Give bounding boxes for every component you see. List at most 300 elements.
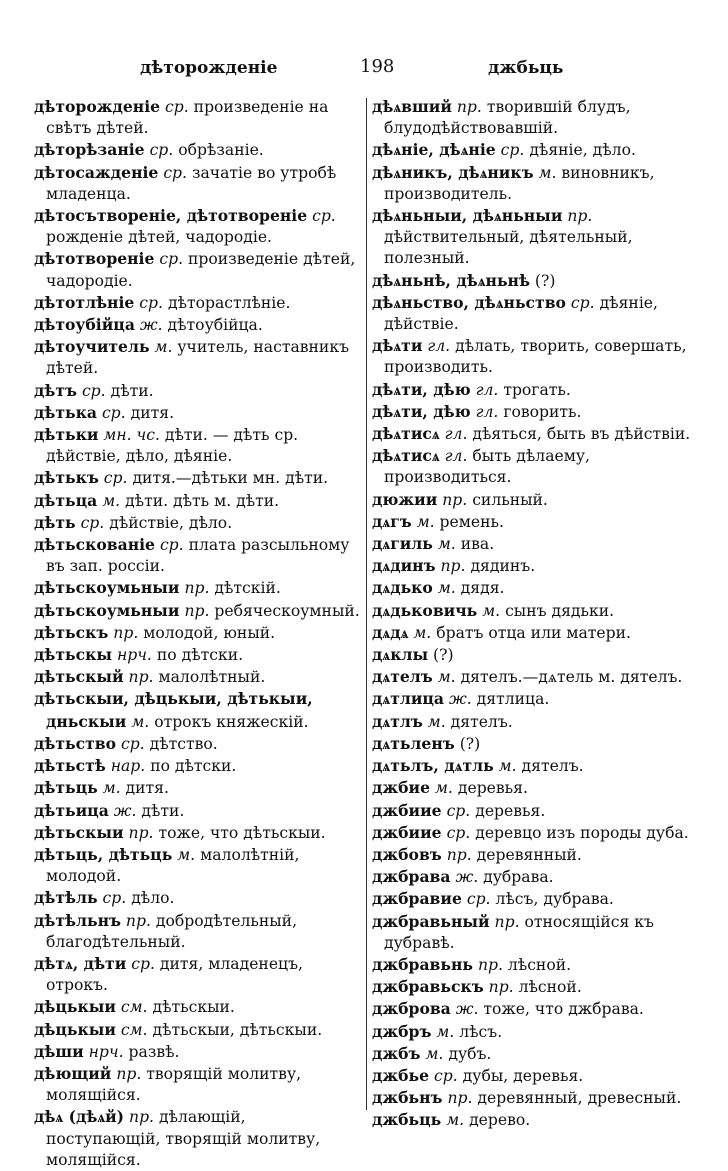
- dictionary-entry: [34, 512, 362, 534]
- dictionary-entry: [34, 577, 362, 599]
- entry-headword: джбиие: [372, 822, 442, 842]
- dictionary-entry: [372, 688, 700, 710]
- entry-definition: творившій блудъ, блудодѣйствовавшій.: [384, 98, 631, 138]
- entry-headword: дѣтьки: [34, 425, 99, 445]
- entry-headword: джбъ: [372, 1043, 421, 1063]
- entry-grammar: пр.: [113, 623, 139, 642]
- entry-definition: дитя.—дѣтьки мн. дѣти.: [132, 469, 329, 488]
- entry-definition: дѣтьскыи.: [152, 998, 235, 1017]
- entry-headword: джбьць: [372, 1110, 442, 1130]
- entry-headword: дѣтосътвореніе, дѣтотвореніе: [34, 206, 308, 226]
- entry-headword: дѧдѧ: [372, 622, 409, 642]
- entry-definition: относящійся къ дубравѣ.: [384, 912, 654, 952]
- entry-headword: дѣтѧ, дѣти: [34, 953, 127, 973]
- entry-definition: сынъ дядьки.: [505, 601, 615, 620]
- dictionary-entry: [372, 600, 700, 622]
- entry-headword: дѣтъ: [34, 380, 77, 400]
- entry-definition: произведеніе на свѣтъ дѣтей.: [46, 98, 329, 138]
- entry-headword: дѣтьстѣ: [34, 756, 106, 776]
- entry-headword: джбиие: [372, 800, 442, 820]
- entry-grammar: нрч.: [88, 1042, 124, 1061]
- dictionary-entry: [34, 402, 362, 424]
- dictionary-entry: [372, 533, 700, 555]
- dictionary-entry: [34, 205, 362, 248]
- entry-definition: дѣти.: [141, 801, 185, 820]
- entry-definition: ребяческоумный.: [214, 601, 360, 620]
- entry-grammar: м.: [436, 1022, 455, 1041]
- entry-definition: по дѣтски.: [150, 757, 237, 776]
- entry-definition: развѣ.: [128, 1042, 180, 1061]
- entry-headword: джбравьскъ: [372, 977, 484, 997]
- entry-grammar: гл.: [444, 447, 468, 466]
- dictionary-entry: [372, 800, 700, 822]
- entry-grammar: ж.: [113, 801, 137, 820]
- entry-grammar: м.: [131, 712, 150, 731]
- entry-headword: дѣтьица: [34, 800, 109, 820]
- entry-definition: по дѣтски.: [156, 646, 244, 665]
- entry-headword: джбръ: [372, 1021, 432, 1041]
- dictionary-entry: [34, 822, 362, 844]
- entry-definition: быть дѣлаему, производиться.: [384, 447, 590, 487]
- entry-definition: дятелъ.: [521, 757, 584, 776]
- dictionary-entry: [34, 292, 362, 314]
- dictionary-entry: [372, 577, 700, 599]
- entry-grammar: м.: [413, 623, 432, 642]
- entry-headword: дѣтьскъ: [34, 622, 109, 642]
- entry-grammar: ж.: [455, 1000, 479, 1019]
- entry-definition: произведеніе дѣтей, чадородіе.: [46, 250, 356, 290]
- dictionary-entry: [34, 424, 362, 467]
- dictionary-entry: [34, 96, 362, 139]
- entry-headword: дѧклы: [372, 645, 429, 665]
- entry-definition: плата разсыльному въ зап. россіи.: [46, 536, 350, 576]
- entry-grammar: ср.: [165, 98, 189, 116]
- dictionary-entry: [34, 139, 362, 161]
- entry-definition: дятелъ.: [450, 712, 513, 731]
- entry-definition: дубъ.: [448, 1044, 492, 1063]
- dictionary-entry: [372, 423, 700, 445]
- entry-definition: дѣлать, творить, совершать, производить.: [384, 337, 687, 377]
- entry-definition: обрѣзаніе.: [178, 141, 264, 160]
- entry-definition: дѣлающій, поступающій, творящій молитву, молящійся.: [46, 1108, 321, 1169]
- entry-headword: дѧдьковичь: [372, 600, 478, 620]
- dictionary-entry: [372, 822, 700, 844]
- entry-headword: дѧгиль: [372, 534, 433, 554]
- dictionary-entry: [34, 777, 362, 799]
- dictionary-entry: [372, 866, 700, 888]
- dictionary-entry: [372, 844, 700, 866]
- entry-grammar: м.: [437, 535, 456, 554]
- dictionary-entry: [34, 622, 362, 644]
- entry-headword: джбье: [372, 1065, 430, 1085]
- entry-headword: дѣть: [34, 512, 76, 532]
- entry-definition: говорить.: [503, 402, 582, 421]
- entry-definition: лѣсъ.: [459, 1022, 503, 1041]
- dictionary-entry: [372, 1109, 700, 1131]
- dictionary-entry: [372, 292, 700, 335]
- entry-definition: дѣло.: [131, 889, 175, 908]
- entry-grammar: пр.: [442, 490, 468, 509]
- entry-definition: ремень.: [439, 512, 504, 531]
- dictionary-entry: [372, 139, 700, 161]
- dictionary-entry: [34, 1063, 362, 1106]
- entry-definition: дядя.: [460, 579, 505, 598]
- dictionary-entry: [372, 711, 700, 733]
- dictionary-entry: [372, 489, 700, 511]
- entry-definition: сильный.: [472, 490, 548, 509]
- entry-headword: дѣторожденіе: [34, 97, 161, 116]
- entry-grammar: м.: [482, 601, 501, 620]
- dictionary-entry: [372, 1087, 700, 1109]
- entry-grammar: м.: [102, 779, 121, 798]
- entry-definition: дитя.: [125, 779, 169, 798]
- entry-headword: дѣтьць, дѣтьць: [34, 844, 173, 864]
- dictionary-entry: [372, 976, 700, 998]
- dictionary-entry: [372, 401, 700, 423]
- dictionary-entry: [372, 644, 700, 666]
- dictionary-entry: [34, 467, 362, 489]
- entry-headword: джбие: [372, 778, 431, 798]
- entry-definition: дерево.: [469, 1111, 531, 1130]
- entry-definition: деревянный, древесный.: [477, 1089, 682, 1108]
- entry-headword: дѧдинъ: [372, 556, 436, 576]
- entry-definition: ива.: [460, 535, 495, 554]
- dictionary-entry: [34, 953, 362, 996]
- entry-headword: дѣтѣль: [34, 888, 98, 908]
- entry-grammar: м.: [437, 579, 456, 598]
- entry-definition: дѣяться, быть въ дѣйствіи.: [472, 425, 691, 444]
- entry-grammar: ср.: [80, 513, 105, 532]
- entry-headword: джбрава: [372, 867, 451, 887]
- dictionary-entry: [372, 888, 700, 910]
- entry-headword: дѣтьскыи: [34, 822, 124, 842]
- entry-headword: джброва: [372, 999, 451, 1019]
- entry-grammar: пр.: [116, 1064, 142, 1083]
- running-head-left: дѣторожденіе: [140, 58, 278, 78]
- entry-definition: дѣйствительный, дѣятельный, полезный.: [384, 228, 633, 268]
- entry-grammar: м.: [416, 512, 435, 531]
- entry-grammar: ср.: [103, 469, 128, 488]
- entry-definition: дубы, деревья.: [462, 1066, 584, 1085]
- entry-grammar: м.: [177, 845, 196, 864]
- entry-definition: деревцо изъ породы дуба.: [475, 823, 689, 842]
- dictionary-entry: [372, 1065, 700, 1087]
- entry-headword: дѣтьство: [34, 733, 116, 753]
- dictionary-entry: [34, 314, 362, 336]
- entry-grammar: пр.: [184, 601, 210, 620]
- dictionary-entry: [34, 380, 362, 402]
- entry-definition: дитя.: [130, 403, 175, 422]
- entry-definition: дѣяніе, дѣло.: [529, 141, 636, 160]
- entry-grammar: пр.: [488, 978, 514, 997]
- entry-definition: добродѣтельный, благодѣтельный.: [46, 911, 298, 951]
- entry-definition: дѣти. дѣть м. дѣти.: [125, 491, 280, 510]
- entry-headword: джбравьный: [372, 911, 490, 931]
- entry-grammar: пр.: [125, 911, 151, 930]
- entry-definition: тоже, что джбрава.: [483, 1000, 644, 1019]
- left-column: [34, 96, 362, 1171]
- entry-grammar: ср.: [466, 890, 491, 909]
- entry-grammar: ср.: [159, 250, 184, 269]
- entry-definition: молодой, юный.: [143, 623, 276, 642]
- entry-grammar: пр.: [128, 668, 154, 687]
- entry-headword: дѣтѣльнъ: [34, 910, 121, 930]
- entry-grammar: нар.: [110, 757, 146, 776]
- entry-definition: тоже, что дѣтьскыи.: [158, 823, 326, 842]
- entry-grammar: ср.: [446, 801, 471, 820]
- entry-headword: дѧтлъ: [372, 711, 423, 731]
- dictionary-entry: [372, 755, 700, 777]
- entry-grammar: м.: [538, 163, 557, 182]
- dictionary-entry: [372, 96, 700, 139]
- entry-grammar: ср.: [120, 734, 145, 753]
- entry-headword: дѣѧтисѧ: [372, 424, 440, 444]
- dictionary-entry: [372, 205, 700, 270]
- entry-definition: (?): [534, 271, 556, 290]
- entry-headword: дѣтьскоумьныи: [34, 600, 180, 620]
- entry-headword: дѣтотлѣніе: [34, 292, 135, 312]
- entry-headword: дѣѧніе, дѣѧніе: [372, 140, 496, 160]
- entry-headword: дѣши: [34, 1041, 84, 1061]
- entry-definition: дѣтство.: [149, 734, 218, 753]
- entry-headword: дѣѧтисѧ: [372, 446, 440, 466]
- entry-grammar: см.: [120, 998, 148, 1017]
- entry-grammar: пр.: [494, 912, 520, 931]
- entry-definition: братъ отца или матери.: [436, 623, 631, 642]
- entry-headword: джбравьнь: [372, 954, 473, 974]
- dictionary-entry: [372, 733, 700, 755]
- entry-grammar: ж.: [455, 868, 479, 887]
- entry-grammar: ср.: [434, 1066, 458, 1085]
- dictionary-entry: [34, 887, 362, 909]
- entry-headword: дѧтлица: [372, 689, 445, 709]
- dictionary-entry: [372, 511, 700, 533]
- entry-definition: дятелъ.—дѧтель м. дятелъ.: [460, 668, 683, 687]
- dictionary-entry: [34, 600, 362, 622]
- entry-headword: дѣтьскый: [34, 667, 124, 687]
- dictionary-entry: [372, 777, 700, 799]
- entry-grammar: м.: [435, 779, 453, 798]
- dictionary-entry: [372, 162, 700, 205]
- column-divider: [366, 98, 367, 1110]
- entry-headword: дѣтотвореніе: [34, 249, 155, 269]
- dictionary-entry: [372, 954, 700, 976]
- entry-headword: дѣтоучитель: [34, 337, 150, 357]
- entry-definition: дѣяніе, дѣйствіе.: [384, 293, 658, 334]
- entry-grammar: гл.: [427, 337, 451, 356]
- entry-headword: дѣѧ (дѣѧй): [34, 1107, 125, 1127]
- entry-definition: (?): [459, 734, 481, 753]
- entry-definition: лѣсной.: [507, 955, 572, 974]
- entry-grammar: ср.: [159, 536, 184, 555]
- entry-definition: дѣти.: [110, 381, 154, 400]
- dictionary-entry: [34, 248, 362, 291]
- dictionary-entry: [372, 1043, 700, 1065]
- dictionary-entry: [34, 910, 362, 953]
- entry-definition: отрокъ княжескій.: [154, 712, 309, 731]
- entry-grammar: пр.: [446, 845, 472, 864]
- entry-grammar: ж.: [449, 690, 472, 709]
- entry-headword: дѣтьць: [34, 778, 98, 798]
- entry-definition: лѣсной.: [518, 978, 582, 997]
- entry-headword: дѣцькыи: [34, 997, 116, 1017]
- page-number: 198: [360, 56, 395, 77]
- entry-definition: малолѣтный.: [158, 668, 266, 687]
- entry-grammar: гл.: [444, 425, 468, 444]
- entry-headword: дѧдько: [372, 578, 433, 598]
- entry-headword: дѣѧти, дѣю: [372, 401, 471, 421]
- dictionary-entry: [34, 1106, 362, 1171]
- entry-headword: дѣтьскыи, дѣцькыи, дѣтькыи, дньскыи: [34, 689, 313, 731]
- entry-definition: дѣтьскыи, дѣтьскыи.: [152, 1020, 323, 1039]
- page-header: [0, 52, 728, 82]
- entry-headword: дѧтелъ: [372, 667, 433, 687]
- entry-grammar: гл.: [475, 380, 499, 399]
- entry-headword: дѣторѣзаніе: [34, 140, 145, 160]
- dictionary-entry: [34, 534, 362, 577]
- entry-definition: дѣторастлѣніе.: [167, 293, 291, 312]
- entry-definition: дѣтоубійца.: [167, 316, 263, 335]
- dictionary-entry: [372, 998, 700, 1020]
- entry-headword: дѧгъ: [372, 511, 412, 531]
- entry-headword: дѧтьленъ: [372, 733, 455, 753]
- dictionary-entry: [34, 996, 362, 1018]
- entry-grammar: м.: [102, 491, 121, 510]
- entry-grammar: ср.: [163, 163, 187, 182]
- dictionary-entry: [34, 666, 362, 688]
- entry-grammar: м.: [437, 668, 456, 687]
- entry-grammar: ср.: [149, 141, 174, 160]
- dictionary-entry: [372, 666, 700, 688]
- right-column: [372, 96, 700, 1132]
- dictionary-entry: [34, 688, 362, 732]
- entry-headword: дѣѧникъ, дѣѧникъ: [372, 162, 534, 182]
- dictionary-entry: [372, 622, 700, 644]
- entry-headword: дѣтьскованіе: [34, 535, 155, 555]
- entry-headword: дѣтьскоумьныи: [34, 578, 180, 598]
- entry-headword: дѣтька: [34, 402, 97, 422]
- dictionary-entry: [34, 1019, 362, 1041]
- entry-definition: лѣсъ, дубрава.: [495, 890, 614, 909]
- dictionary-entry: [372, 445, 700, 488]
- entry-grammar: пр.: [477, 955, 503, 974]
- entry-headword: дѣтоубійца: [34, 315, 135, 335]
- entry-definition: (?): [433, 646, 454, 665]
- dictionary-entry: [372, 335, 700, 378]
- entry-headword: дѣѧньнѣ, дѣѧньнѣ: [372, 270, 530, 290]
- entry-headword: дюжии: [372, 489, 438, 509]
- entry-headword: дѧтьлъ, дѧтль: [372, 756, 494, 776]
- entry-grammar: ср.: [500, 141, 525, 160]
- dictionary-entry: [34, 800, 362, 822]
- entry-definition: дитя, младенецъ, отрокъ.: [46, 954, 303, 995]
- entry-grammar: ср.: [139, 293, 163, 312]
- entry-grammar: пр.: [184, 579, 210, 598]
- entry-grammar: м.: [427, 712, 446, 731]
- entry-headword: дѣтькъ: [34, 468, 99, 488]
- entry-grammar: мн. чс.: [103, 426, 160, 445]
- entry-definition: виновникъ, производитель.: [384, 163, 655, 203]
- dictionary-entry: [34, 1041, 362, 1063]
- entry-headword: джбьнъ: [372, 1088, 443, 1108]
- entry-grammar: ср.: [81, 381, 106, 400]
- entry-definition: малолѣтній, молодой.: [46, 845, 300, 886]
- entry-grammar: пр.: [129, 1108, 155, 1127]
- entry-definition: трогать.: [503, 380, 571, 399]
- entry-headword: дѣцькыи: [34, 1019, 116, 1039]
- entry-definition: творящій молитву, молящійся.: [46, 1064, 302, 1105]
- entry-grammar: ср.: [131, 954, 155, 973]
- entry-headword: дѣющий: [34, 1063, 112, 1083]
- entry-grammar: ср.: [102, 889, 127, 908]
- entry-headword: дѣтьскы: [34, 645, 112, 665]
- entry-grammar: пр.: [440, 557, 466, 576]
- entry-grammar: ср.: [312, 207, 336, 226]
- entry-grammar: м.: [425, 1044, 444, 1063]
- dictionary-entry: [372, 911, 700, 954]
- dictionary-entry: [372, 555, 700, 577]
- entry-grammar: ср.: [570, 293, 595, 312]
- entry-grammar: м.: [154, 338, 173, 357]
- dictionary-entry: [34, 844, 362, 887]
- entry-headword: дѣѧти, дѣю: [372, 379, 471, 399]
- entry-definition: зачатіе во утробѣ младенца.: [46, 163, 337, 203]
- dictionary-entry: [34, 490, 362, 512]
- entry-definition: учитель, наставникъ дѣтей.: [46, 338, 349, 378]
- entry-definition: дубрава.: [483, 868, 554, 887]
- entry-grammar: ср.: [446, 823, 471, 842]
- entry-grammar: м.: [498, 757, 517, 776]
- entry-definition: дятлица.: [476, 690, 550, 709]
- entry-definition: дядинъ.: [470, 557, 536, 576]
- entry-grammar: ср.: [101, 403, 126, 422]
- entry-definition: деревья.: [475, 801, 546, 820]
- entry-grammar: пр.: [447, 1089, 473, 1108]
- dictionary-entry: [372, 270, 700, 292]
- dictionary-entry: [34, 755, 362, 777]
- dictionary-entry: [34, 644, 362, 666]
- dictionary-entry: [372, 1021, 700, 1043]
- entry-headword: дѣѧньныи, дѣѧньныи: [372, 206, 563, 226]
- entry-definition: рожденіе дѣтей, чадородіе.: [46, 228, 273, 247]
- entry-definition: дѣти. — дѣть ср. дѣйствіе, дѣло, дѣяніе.: [46, 426, 299, 466]
- entry-grammar: нрч.: [116, 646, 152, 665]
- entry-grammar: пр.: [567, 207, 593, 226]
- entry-headword: джбовъ: [372, 844, 442, 864]
- running-head-right: джбьць: [488, 58, 564, 78]
- entry-headword: дѣѧньство, дѣѧньство: [372, 292, 566, 312]
- entry-grammar: ж.: [139, 316, 163, 335]
- entry-definition: деревья.: [457, 779, 528, 798]
- entry-definition: дѣйствіе, дѣло.: [109, 513, 233, 532]
- entry-headword: дѣтьца: [34, 490, 98, 510]
- entry-definition: дѣтскій.: [214, 579, 281, 598]
- entry-headword: дѣтосажденіе: [34, 162, 159, 182]
- entry-grammar: пр.: [128, 823, 154, 842]
- dictionary-entry: [34, 733, 362, 755]
- dictionary-entry: [34, 336, 362, 379]
- entry-grammar: гл.: [475, 402, 499, 421]
- entry-headword: дѣѧти: [372, 336, 423, 356]
- entry-grammar: м.: [446, 1111, 465, 1130]
- entry-grammar: пр.: [456, 98, 482, 116]
- entry-grammar: см.: [120, 1020, 148, 1039]
- entry-headword: дѣѧвший: [372, 97, 452, 116]
- entry-headword: джбравие: [372, 889, 462, 909]
- entry-definition: деревянный.: [476, 845, 582, 864]
- dictionary-entry: [34, 162, 362, 205]
- dictionary-entry: [372, 379, 700, 401]
